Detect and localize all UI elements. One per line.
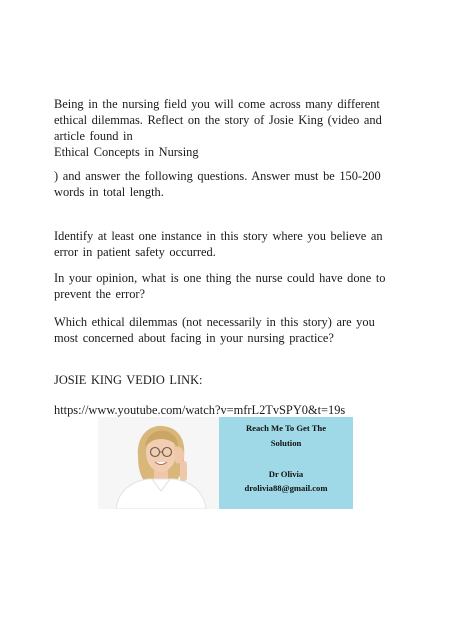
intro-paragraph — [54, 96, 399, 160]
cta-line-2: Solution — [270, 438, 302, 448]
text-line: Identify at least one instance in this story where you believe an — [54, 229, 383, 243]
text-line: In your opinion, what is one thing the nurse could have done to — [54, 271, 386, 285]
instructions-paragraph — [54, 168, 399, 200]
link-heading — [54, 372, 399, 388]
text-line: Which ethical dilemmas (not necessarily in this story) are you — [54, 315, 375, 329]
text-line: error in patient safety occurred. — [54, 245, 216, 259]
cta-line-1: Reach Me To Get The — [245, 423, 327, 433]
text-line: ethical dilemmas. Reflect on the story of Josie King (video and — [54, 113, 382, 127]
text-line: article found in — [54, 129, 133, 143]
contact-info-box[interactable] — [219, 417, 353, 509]
text-line: Being in the nursing field you will come across many different — [54, 97, 380, 111]
text-line: words in total length. — [54, 185, 164, 199]
text-line: ) and answer the following questions. Answer must be 150-200 — [54, 169, 381, 183]
link-heading-text: JOSIE KING VEDIO LINK: — [54, 373, 203, 387]
text-line: most concerned about facing in your nursing practice? — [54, 331, 334, 345]
contact-email[interactable]: drolivia88@gmail.com — [244, 483, 328, 493]
video-link-url[interactable]: https://www.youtube.com/watch?v=mfrL2TvSPY0&t=19s — [54, 403, 346, 417]
contact-name: Dr Olivia — [268, 469, 304, 479]
text-line: prevent the error? — [54, 287, 146, 301]
contact-banner[interactable] — [98, 417, 353, 509]
text-line: Ethical Concepts in Nursing — [54, 145, 199, 159]
question-1 — [54, 228, 399, 260]
question-2 — [54, 270, 399, 302]
woman-portrait-icon — [98, 417, 219, 509]
tutor-photo — [98, 417, 219, 509]
question-3 — [54, 314, 399, 346]
video-link[interactable] — [54, 402, 399, 418]
